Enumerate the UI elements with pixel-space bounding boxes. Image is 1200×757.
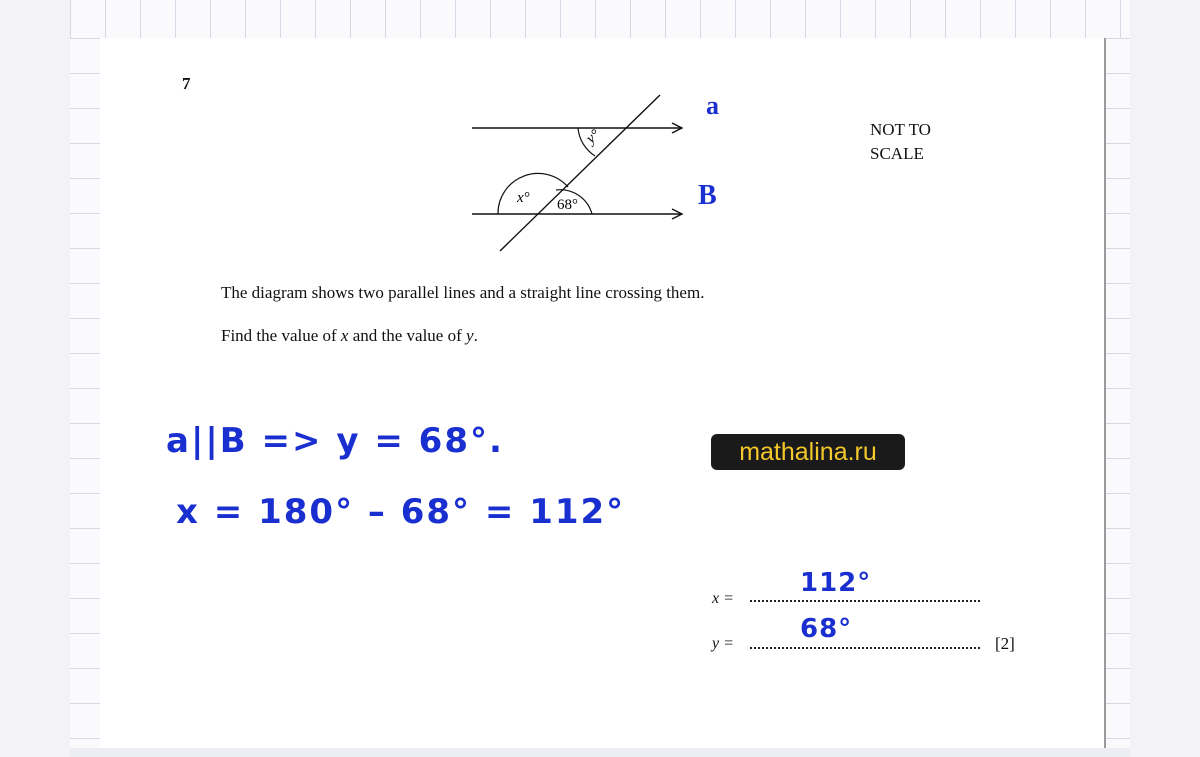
task-var-x: x: [340, 326, 349, 345]
answer-x-value[interactable]: 112°: [800, 568, 872, 598]
marks-badge: [2]: [995, 634, 1015, 653]
grid-paper-left: [70, 38, 100, 757]
parallel-lines-diagram: [460, 88, 780, 268]
task-prefix: Find the value of: [221, 326, 341, 345]
grid-paper-top: [70, 0, 1130, 38]
scale-note-line2: SCALE: [870, 144, 924, 163]
answer-x-label: x =: [712, 590, 734, 607]
question-task: [221, 326, 478, 346]
angle-label-68: 68°: [557, 197, 578, 213]
task-mid: and the value of: [348, 326, 467, 345]
angle-label-x: x°: [517, 190, 530, 206]
scale-note-line1: NOT TO: [870, 120, 931, 139]
answer-y-line: [750, 647, 980, 649]
angle-label-y: y°: [583, 126, 604, 148]
question-number: 7: [182, 74, 191, 93]
handwritten-label-b: B: [698, 180, 717, 211]
not-to-scale-note: [870, 118, 931, 166]
transversal-line: [500, 95, 660, 251]
handwritten-solution-line2: x = 180° – 68° = 112°: [176, 492, 626, 532]
task-end: .: [473, 326, 478, 345]
answer-y-value[interactable]: 68°: [800, 614, 853, 644]
grid-paper-bottom: [70, 748, 1130, 757]
answer-x-line: [750, 600, 980, 602]
grid-paper-right: [1104, 38, 1130, 757]
answer-y-label: y =: [712, 635, 734, 652]
task-var-y: y: [466, 326, 474, 345]
question-statement: The diagram shows two parallel lines and a straight line crossing them.: [221, 283, 705, 302]
handwritten-label-a: a: [706, 91, 719, 120]
watermark-logo: mathalina.ru: [711, 434, 905, 470]
exam-page: [100, 38, 1106, 748]
handwritten-solution-line1: a||B => y = 68°.: [166, 421, 504, 461]
